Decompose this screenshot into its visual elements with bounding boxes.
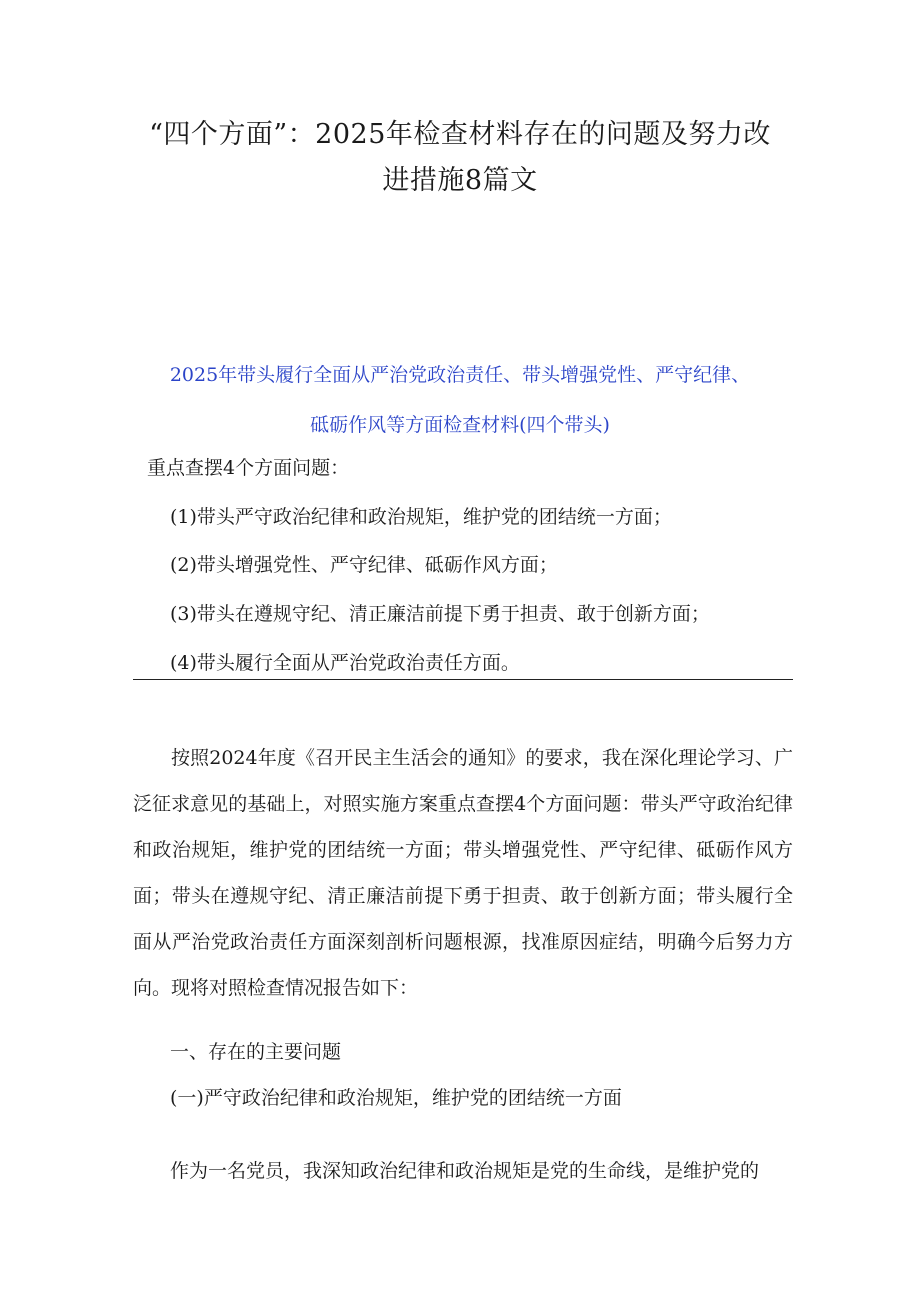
title-line-2: 进措施8篇文 — [382, 165, 538, 196]
title-line-1: “四个方面”：2025年检查材料存在的问题及努力改 — [149, 119, 771, 150]
subtitle-line-1: 2025年带头履行全面从严治党政治责任、带头增强党性、严守纪律、 — [169, 364, 751, 386]
intro-line: 重点查摆4个方面问题： — [147, 457, 350, 479]
document-title — [120, 112, 800, 204]
horizontal-rule — [133, 679, 793, 680]
paragraph-start-line: 作为一名党员，我深知政治纪律和政治规矩是党的生命线，是维护党的 — [170, 1160, 760, 1182]
body-paragraph: 按照2024年度《召开民主生活会的通知》的要求，我在深化理论学习、广泛征求意见的基础上，对照实施方案重点查摆4个方面问题：带头严守政治纪律和政治规矩，维护党的团结统一方面；带头增强党性、严守纪律、砥砺作风方面；带头在遵规守纪、清正廉洁前提下勇于担责、敢于创新方面；带头履行全面从严治党政治责任方面深刻剖析问题根源，找准原因症结，明确今后努力方向。现将对照检查情况报告如下： — [133, 747, 793, 999]
list-item-2: (2)带头增强党性、严守纪律、砥砺作风方面； — [170, 554, 558, 576]
list-item-4: (4)带头履行全面从严治党政治责任方面。 — [170, 652, 520, 674]
subtitle-line-2: 砥砺作风等方面检查材料(四个带头) — [310, 414, 610, 436]
list-item-3: (3)带头在遵规守纪、清正廉洁前提下勇于担责、敢于创新方面； — [170, 603, 710, 625]
section-heading: 一、存在的主要问题 — [170, 1041, 342, 1063]
sub-heading: (一)严守政治纪律和政治规矩，维护党的团结统一方面 — [170, 1087, 622, 1109]
document-subtitle — [130, 350, 790, 450]
list-item-1: (1)带头严守政治纪律和政治规矩，维护党的团结统一方面； — [170, 506, 672, 528]
